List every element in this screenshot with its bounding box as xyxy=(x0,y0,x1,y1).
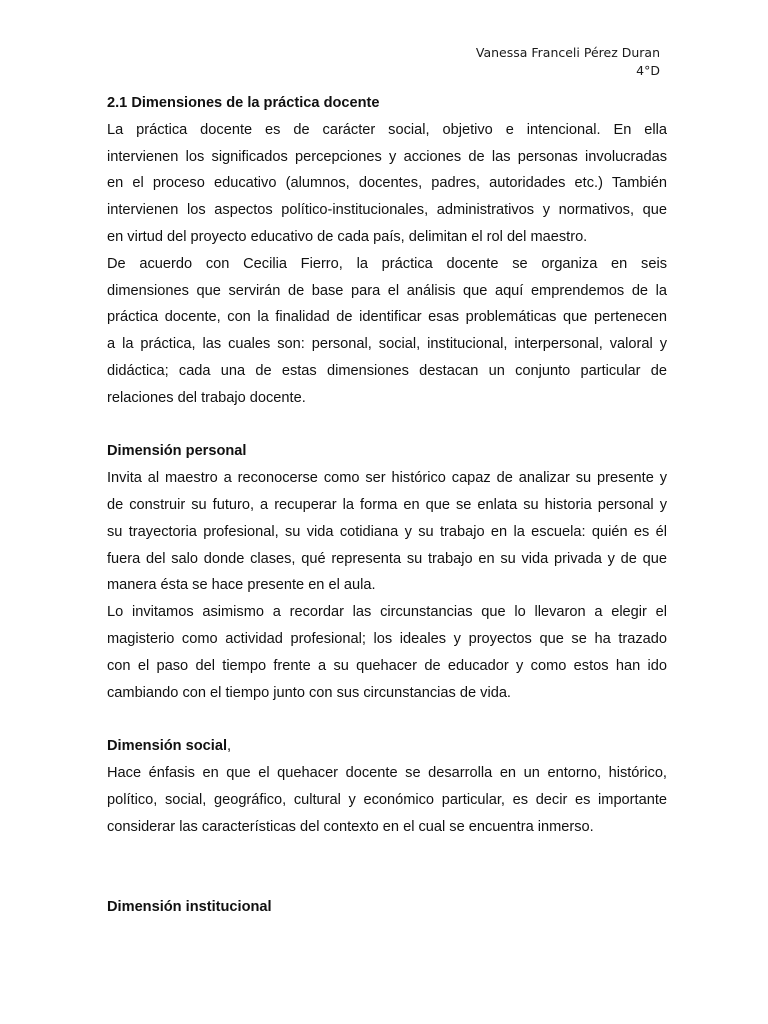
group-label: 4°D xyxy=(636,63,660,78)
subsection-title-personal: Dimensión personal xyxy=(107,443,247,460)
subsection-title-social: Dimensión social xyxy=(107,738,228,755)
text-line: didáctica; cada una de estas dimensiones destacan un conjunto particular de xyxy=(107,362,667,379)
text-line: magisterio como actividad profesional; los ideales y proyectos que se ha trazado xyxy=(107,630,667,647)
intro-paragraph xyxy=(107,117,667,412)
text-line: intervienen los aspectos político-institucionales, administrativos y normativos, que xyxy=(107,202,667,219)
text-line: La práctica docente es de carácter social, objetivo e intencional. En ella xyxy=(107,121,667,138)
text-line: en el proceso educativo (alumnos, docentes, padres, autoridades etc.) También xyxy=(107,175,667,192)
section-title: 2.1 Dimensiones de la práctica docente xyxy=(107,95,380,111)
text-line: dimensiones que servirán de base para el análisis que aquí emprendemos de la xyxy=(107,282,667,299)
title-comma: , xyxy=(227,738,232,755)
subsection-title-institucional: Dimensión institucional xyxy=(107,898,272,915)
text-line: político, social, geográfico, cultural y económico particular, es decir es importante xyxy=(107,791,667,808)
text-line: de construir su futuro, a recuperar la forma en que se enlata su historia personal y xyxy=(107,496,667,513)
spacer xyxy=(107,840,667,894)
text-line: Lo invitamos asimismo a recordar las circunstancias que lo llevaron a elegir el xyxy=(107,604,667,621)
text-line: Hace énfasis en que el quehacer docente se desarrolla en un entorno, histórico, xyxy=(107,764,667,781)
author-name: Vanessa Franceli Pérez Duran xyxy=(475,45,660,60)
spacer xyxy=(107,706,667,733)
personal-paragraph xyxy=(107,465,667,706)
text-line: práctica docente, con la finalidad de identificar esas problemáticas que pertenecen xyxy=(107,309,667,326)
text-line: intervienen los significados percepciones y acciones de las personas involucradas xyxy=(107,148,667,165)
subsection-title-social-row xyxy=(107,733,667,760)
social-paragraph xyxy=(107,760,667,840)
text-line: cambiando con el tiempo junto con sus circunstancias de vida. xyxy=(107,684,511,701)
spacer xyxy=(107,412,667,439)
page-header xyxy=(476,44,660,80)
text-line: relaciones del trabajo docente. xyxy=(107,389,306,406)
text-line: su trayectoria profesional, su vida cotidiana y su trabajo en la escuela: quién es él xyxy=(107,523,667,540)
text-line: con el paso del tiempo frente a su quehacer de educador y como estos han ido xyxy=(107,657,667,674)
text-line: fuera del salo donde clases, qué representa su trabajo en su vida privada y de que xyxy=(107,550,667,567)
text-line: manera ésta se hace presente en el aula. xyxy=(107,577,376,594)
text-line: en virtud del proyecto educativo de cada país, delimitan el rol del maestro. xyxy=(107,228,588,245)
text-line: considerar las características del contexto en el cual se encuentra inmerso. xyxy=(107,818,594,835)
document-body xyxy=(107,90,667,921)
text-line: Invita al maestro a reconocerse como ser histórico capaz de analizar su presente y xyxy=(107,470,667,487)
text-line: a la práctica, las cuales son: personal, social, institucional, interpersonal, valoral y xyxy=(107,336,667,353)
text-line: De acuerdo con Cecilia Fierro, la práctica docente se organiza en seis xyxy=(107,255,667,272)
